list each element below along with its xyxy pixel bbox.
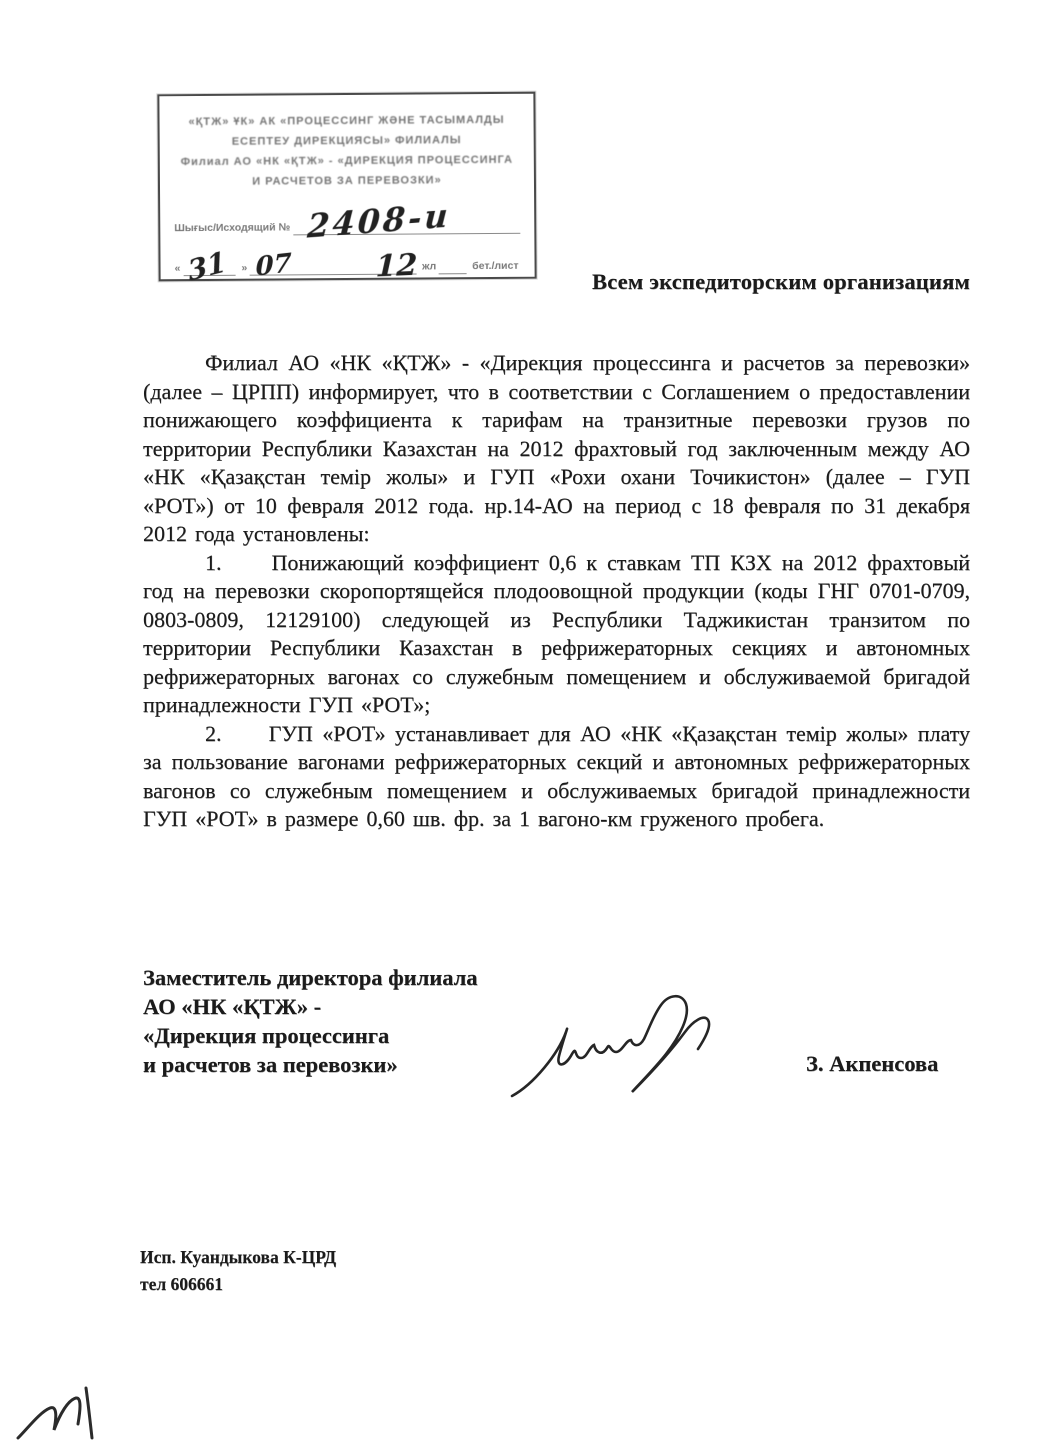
date-day-line: [183, 238, 235, 288]
sheet-count-line: [438, 236, 466, 274]
outgoing-stamp-box: [157, 92, 536, 288]
signer-title-block: [143, 963, 478, 1079]
handwritten-month: 07: [255, 248, 292, 283]
stamp-date-row: [174, 236, 520, 288]
paragraph-item-1: 1. Понижающий коэффициент 0,6 к ставкам ТП КЗХ на 2012 фрахтовый год на перевозки скоропортящейся плодоовощной продукции (коды ГНГ 0701-0709, 0803-0809, 12129100) следующей из Республики Таджикистан транзитом по территории Республики Казахстан в рефрижераторных секциях и автономных рефрижераторных вагонах со служебным помещением и обслуживаемой бригадой принадлежности ГУП «РОТ»;: [143, 549, 970, 717]
letter-body: [143, 349, 970, 834]
paragraph-intro: Филиал АО «НК «ҚТЖ» - «Дирекция процессинга и расчетов за перевозки» (далее – ЦРПП) информирует, что в соответствии с Соглашением о предоставлении понижающего коэффициента к тарифам на транзитные перевозки грузов по территории Республики Казахстан на 2012 фрахтовый год заключенным между АО «НК «Қазақстан темір жолы» и ГУП «Рохи охани Точикистон» (далее – ГУП «РОТ») от 10 февраля 2012 года. нр.14-АО на период с 18 февраля по 31 декабря 2012 года установлены:: [143, 350, 970, 546]
sheet-label: бет./лист: [472, 259, 519, 273]
date-year-line: [317, 237, 418, 285]
handwritten-signature: [508, 988, 748, 1113]
executor-name: Исп. Куандыкова К-ЦРД: [140, 1247, 337, 1267]
stamp-line: И РАСЧЕТОВ ЗА ПЕРЕВОЗКИ»: [252, 174, 442, 188]
stamp-organization-name: [173, 110, 520, 192]
handwritten-outgoing-number: 2408-и: [306, 196, 452, 246]
date-open-quote: «: [174, 262, 181, 275]
outgoing-number-label: Шығыс/Исходящий №: [174, 221, 291, 235]
executor-block: [140, 1244, 336, 1298]
signer-title-line: Заместитель директора филиала: [143, 965, 478, 990]
signer-title-line: и расчетов за перевозки»: [143, 1052, 398, 1077]
stamp-line: ЕСЕПТЕУ ДИРЕКЦИЯСЫ» ФИЛИАЛЫ: [231, 134, 462, 148]
signer-title-line: «Дирекция процессинга: [143, 1023, 390, 1048]
executor-phone: тел 606661: [140, 1274, 224, 1294]
recipient-line: Всем экспедиторским организациям: [592, 269, 970, 294]
date-close-quote: »: [241, 261, 248, 274]
year-label: жл: [422, 260, 437, 273]
stamp-form: [174, 196, 520, 288]
paragraph-item-2: 2. ГУП «РОТ» устанавливает для АО «НК «Қазақстан темір жолы» плату за пользование вагонами рефрижераторных секций и автономных рефрижераторных вагонов со служебным помещением и обслуживаемых бригадой принадлежности ГУП «РОТ» в размере 0,60 шв. фр. за 1 вагоно-км груженого пробега.: [143, 720, 970, 831]
handwritten-day: 31: [185, 245, 229, 288]
stamp-line: «ҚТЖ» ҰК» АК «ПРОЦЕССИНГ ЖӘНЕ ТАСЫМАЛДЫ: [188, 113, 505, 129]
stamp-line: Филиал АО «НК «ҚТЖ» - «ДИРЕКЦИЯ ПРОЦЕССИНГА: [180, 153, 514, 169]
signer-name: З. Акпенсова: [806, 1051, 939, 1076]
date-month-line: [249, 237, 317, 283]
outgoing-number-line: [293, 196, 520, 246]
stamp-outgoing-number-row: [174, 196, 520, 246]
handwritten-year: 12: [374, 247, 418, 285]
signer-title-line: АО «НК «ҚТЖ» -: [143, 994, 322, 1019]
corner-pen-mark: [16, 1386, 146, 1440]
